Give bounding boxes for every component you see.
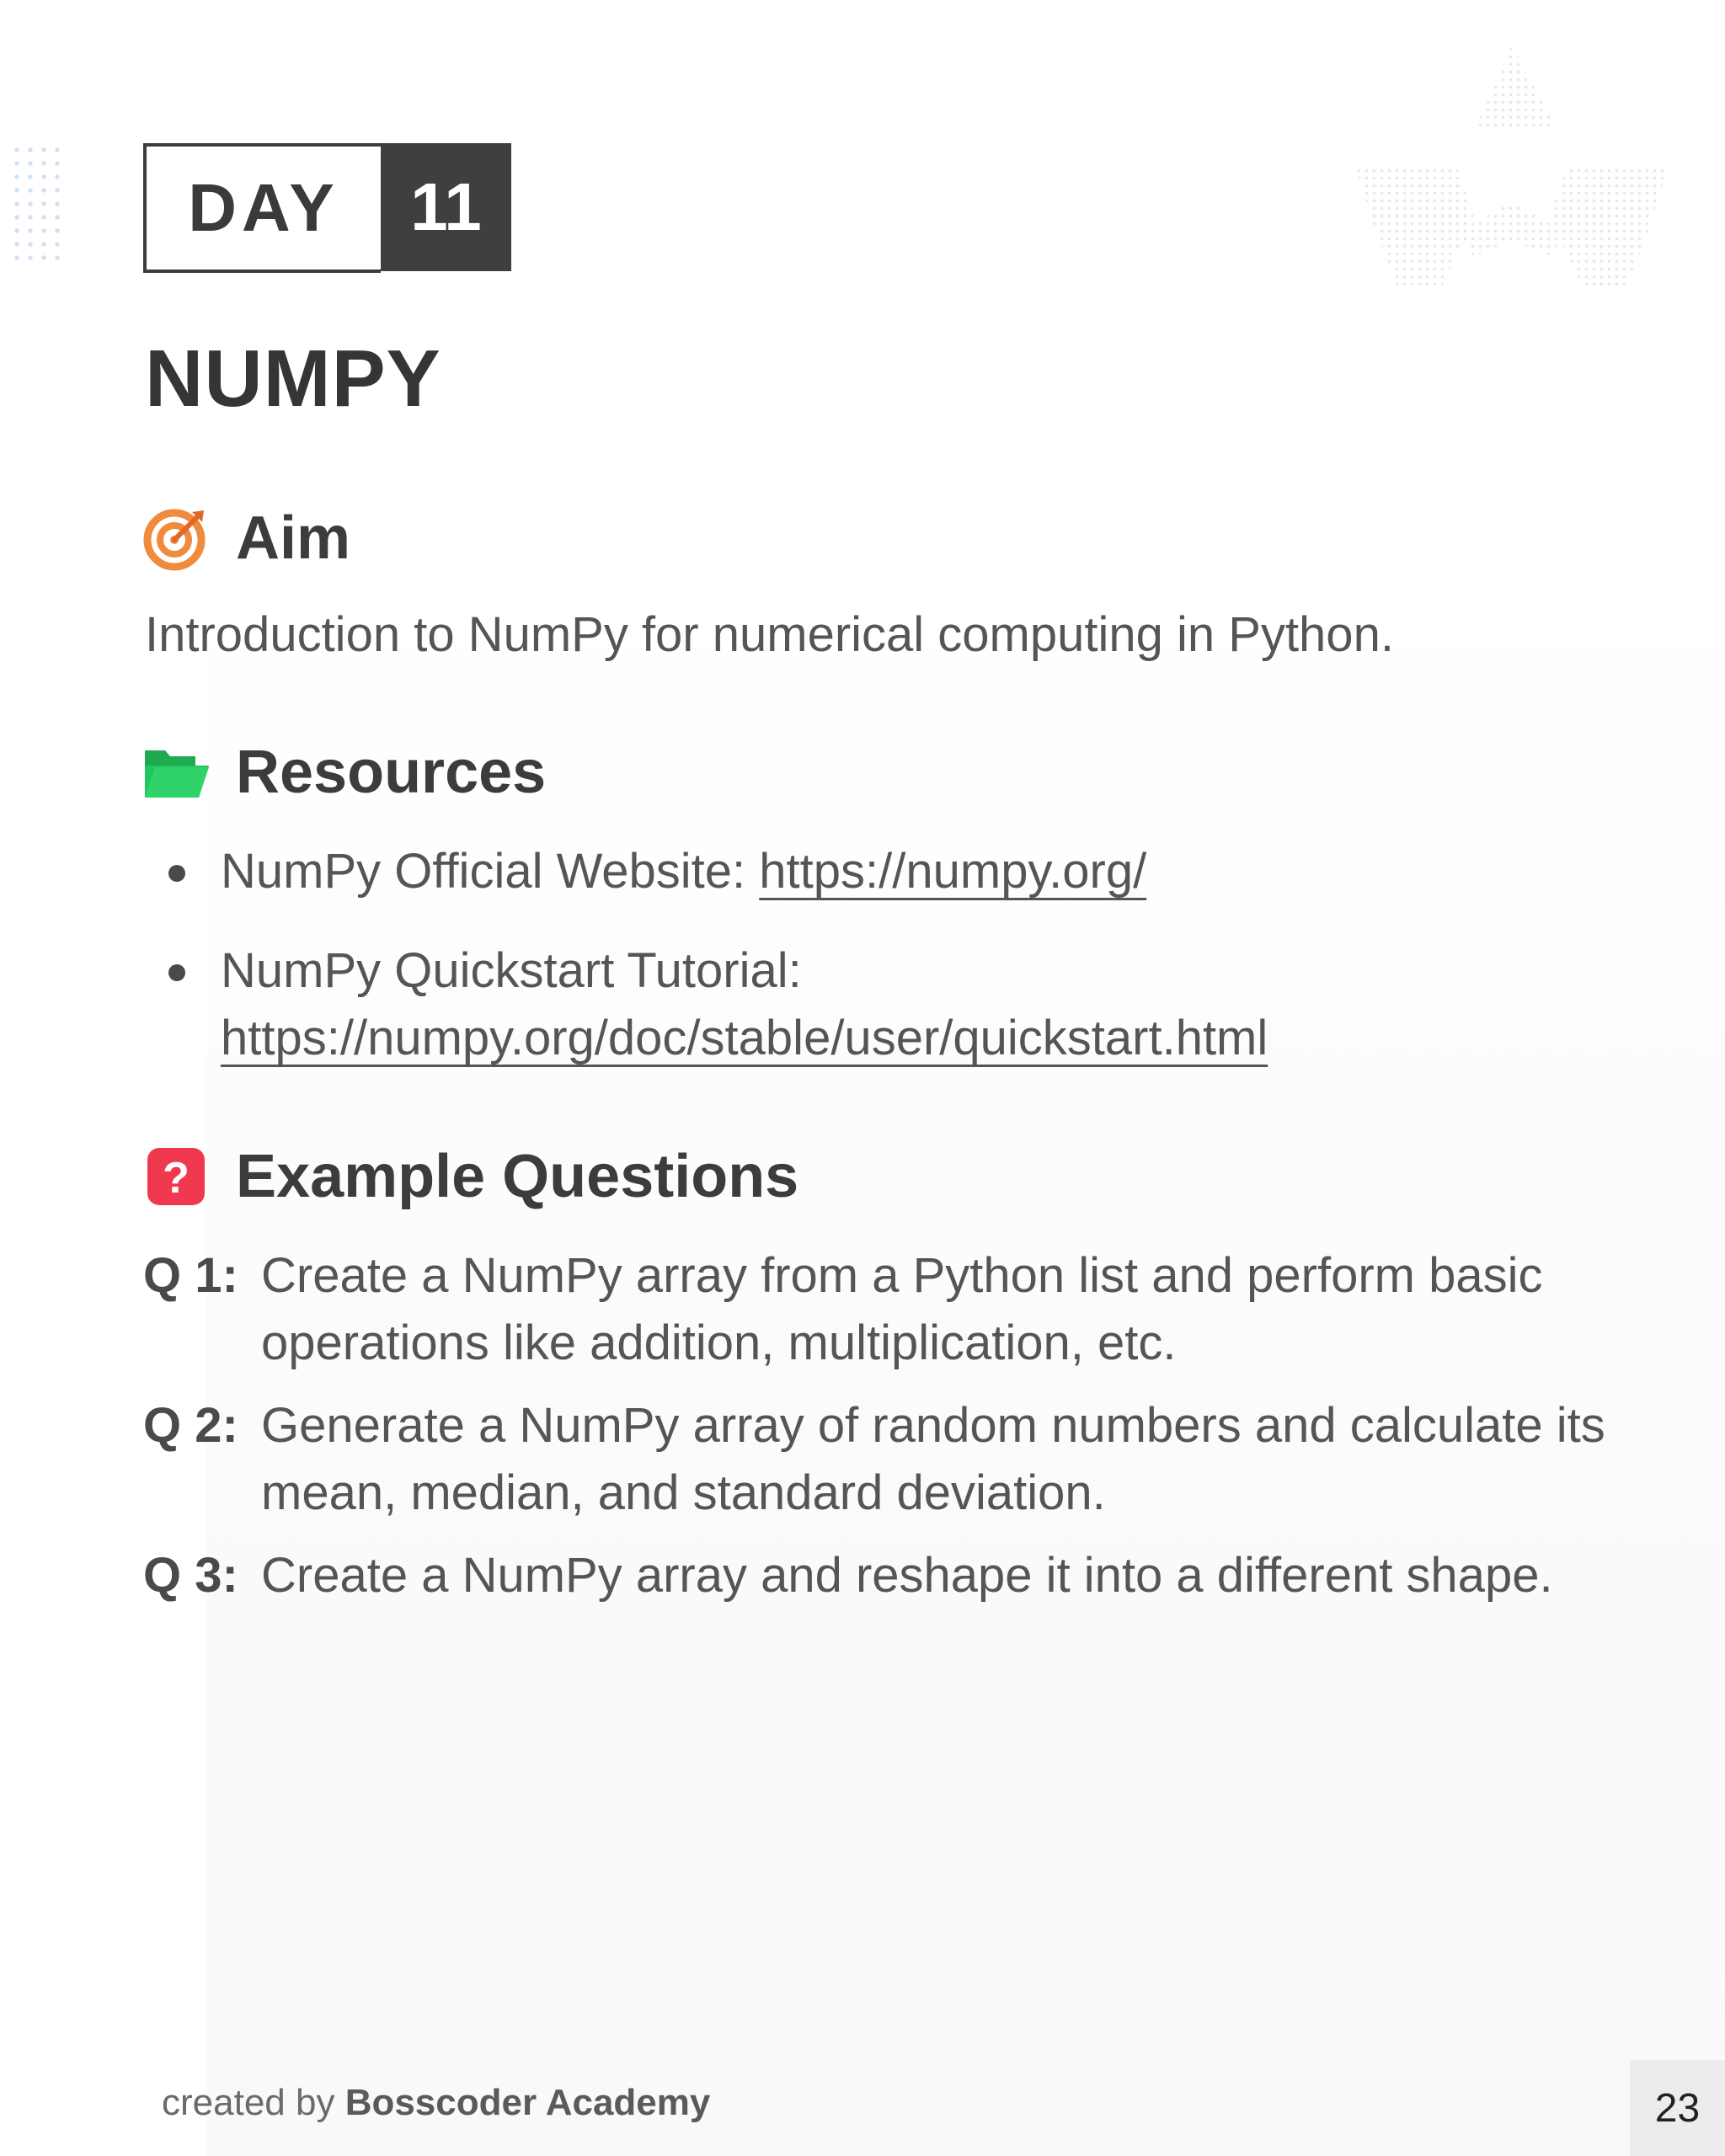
question-text: Create a NumPy array from a Python list and perform basic operations like addition, multiplication, etc. [261, 1248, 1543, 1370]
day-badge [143, 143, 511, 271]
resource-link[interactable]: https://numpy.org/ [759, 844, 1147, 899]
resources-heading-row [143, 738, 546, 807]
day-number: 11 [381, 143, 511, 271]
footer-credit [162, 2082, 710, 2124]
open-folder-icon [143, 739, 209, 805]
decorative-dot-grid [10, 143, 66, 270]
day-label: DAY [143, 143, 381, 273]
svg-text:?: ? [163, 1154, 190, 1203]
question-item [143, 1392, 1626, 1527]
question-number: Q 2: [143, 1398, 238, 1453]
resource-label: NumPy Official Website: [221, 844, 760, 899]
questions-heading-row [143, 1142, 798, 1211]
questions-heading: Example Questions [236, 1143, 799, 1210]
question-item [143, 1542, 1626, 1609]
footer-prefix: created by [162, 2082, 345, 2123]
resource-label: NumPy Quickstart Tutorial: [221, 943, 802, 998]
resources-heading: Resources [236, 739, 547, 806]
resource-link[interactable]: https://numpy.org/doc/stable/user/quickstart.html [221, 1011, 1268, 1065]
question-text: Create a NumPy array and reshape it into a different shape. [261, 1548, 1553, 1603]
question-mark-icon [143, 1144, 209, 1209]
bullet-icon [168, 865, 185, 882]
questions-list [143, 1242, 1626, 1625]
page-title: NUMPY [145, 334, 441, 424]
bullet-icon [168, 964, 185, 981]
question-item [143, 1242, 1626, 1377]
resource-item-website [145, 838, 1610, 905]
question-number: Q 3: [143, 1548, 238, 1603]
aim-heading-row [143, 504, 350, 573]
page-number: 23 [1630, 2060, 1725, 2156]
aim-description: Introduction to NumPy for numerical computing in Python. [145, 607, 1394, 662]
aim-heading: Aim [236, 504, 351, 572]
resources-list [145, 838, 1610, 1104]
footer-brand: Bosscoder Academy [344, 2082, 711, 2123]
resource-item-quickstart [145, 937, 1610, 1072]
question-text: Generate a NumPy array of random numbers and calculate its mean, median, and standard deviation. [261, 1398, 1605, 1520]
watermark-logo-icon [1348, 38, 1676, 299]
target-icon [143, 505, 209, 571]
question-number: Q 1: [143, 1248, 238, 1303]
